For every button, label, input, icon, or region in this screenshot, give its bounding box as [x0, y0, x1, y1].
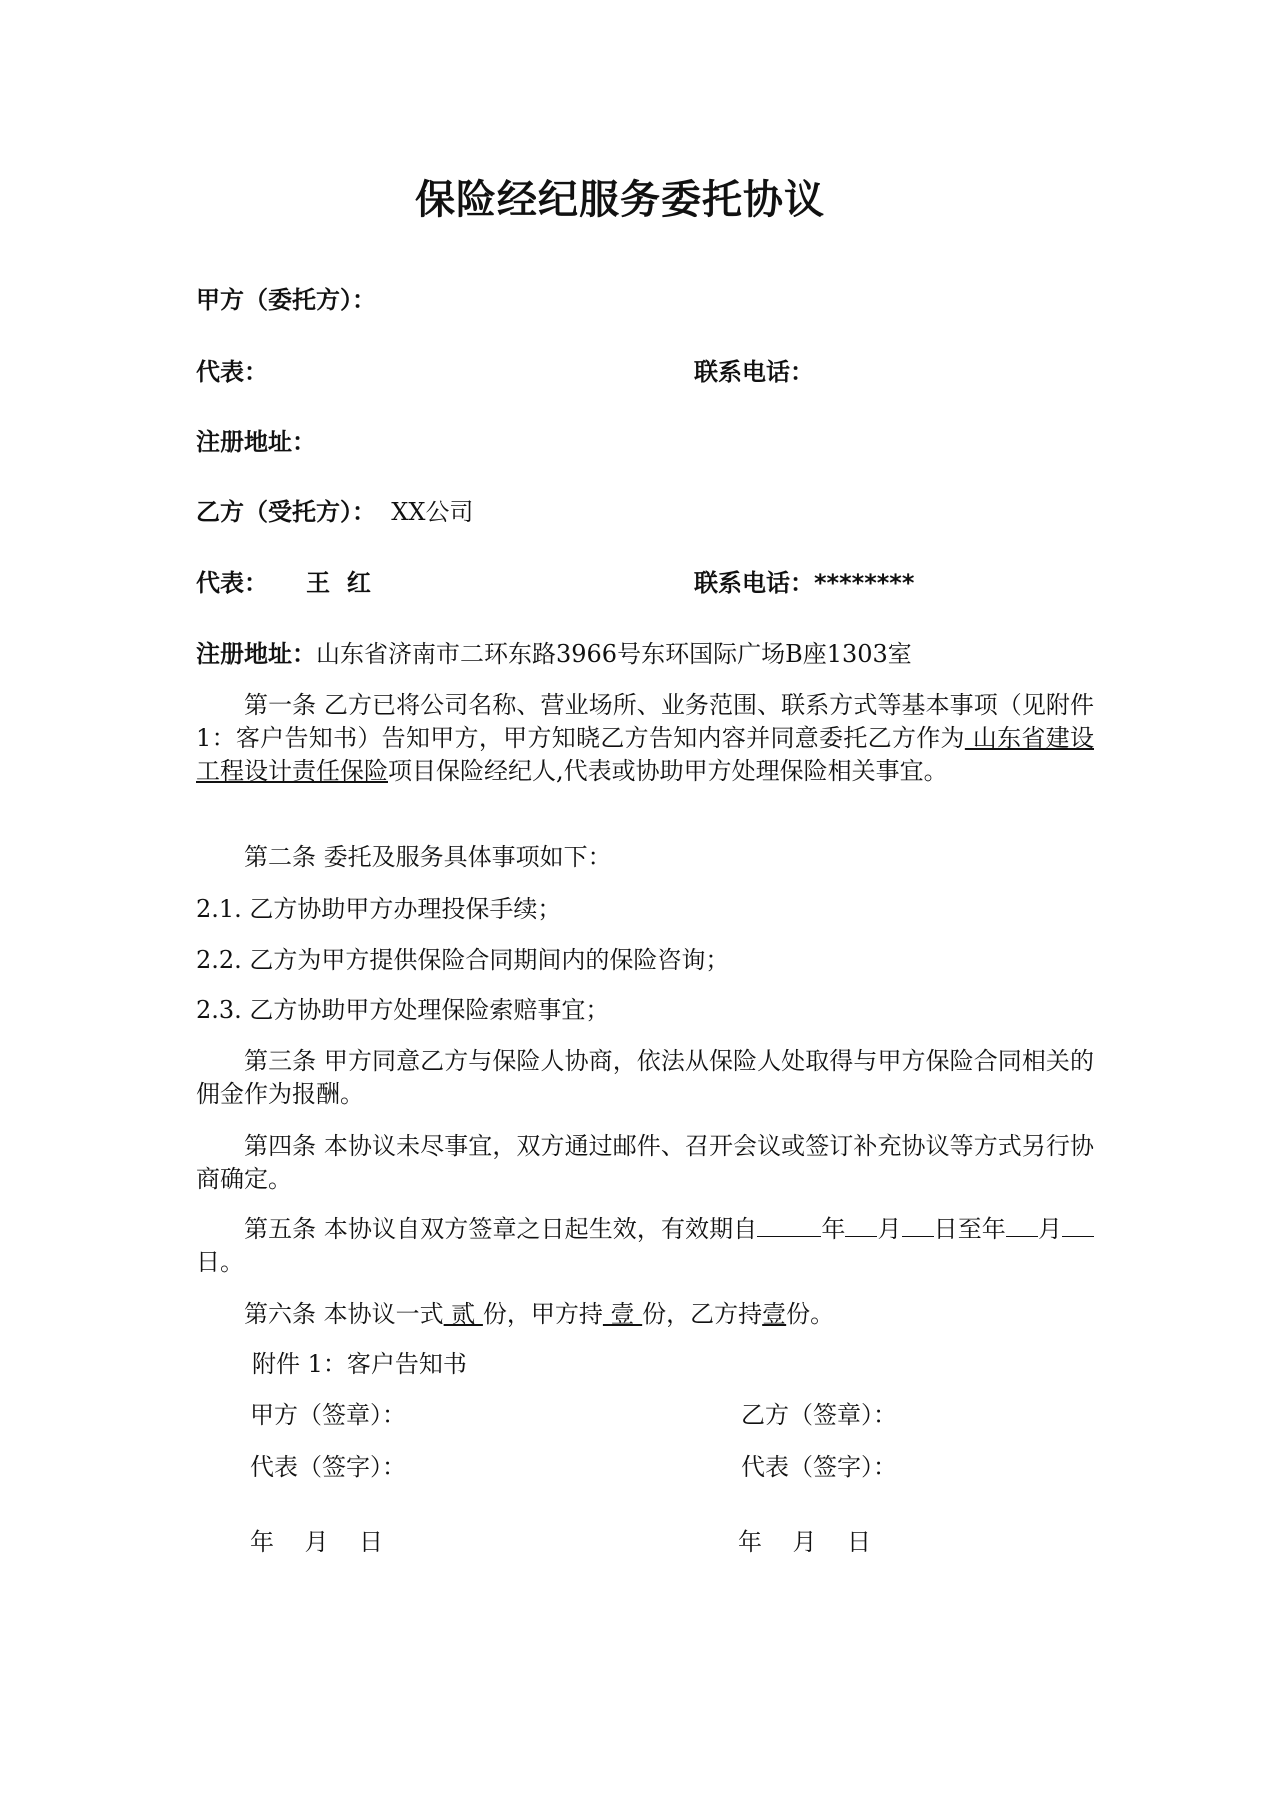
party-b-address-line [196, 637, 912, 671]
party-a-signature: 代表（签字）： [250, 1453, 406, 1481]
month-label: 月 [877, 1215, 902, 1243]
article-1-text: 第一条 乙方已将公司名称、营业场所、业务范围、联系方式等基本事项（见附件 1：客户告知书）告知甲方，甲方知晓乙方告知内容并同意委托乙方作为 [196, 691, 1094, 752]
article-4: 第四条 本协议未尽事宜，双方通过邮件、召开会议或签订补充协议等方式另行协商确定。 [196, 1132, 1094, 1193]
party-b-address-label: 注册地址： [196, 640, 316, 668]
attachment-label: 附件 1：客户告知书 [252, 1350, 467, 1378]
month-label: 月 [1037, 1215, 1063, 1243]
copies-party-b: 壹 [762, 1300, 787, 1328]
year-label: 年 [821, 1215, 846, 1243]
party-b-rep: 王 红 [306, 569, 371, 597]
day-label: 日。 [196, 1248, 244, 1276]
article-6-text: 份，甲方持 [482, 1300, 603, 1328]
document-title: 保险经纪服务委托协议 [415, 177, 825, 223]
article-5-text: 第五条 本协议自双方签章之日起生效，有效期自 [244, 1215, 758, 1243]
party-b-label: 乙方（受托方）： [196, 498, 376, 526]
blank-field [902, 1212, 934, 1237]
item-2-2: 2.2. 乙方为甲方提供保险合同期间内的保险咨询； [196, 946, 730, 974]
party-a-phone-label: 联系电话： [694, 358, 814, 386]
article-1-project: 山东省建设工程设计责任保险 [196, 724, 1094, 785]
party-b-line [196, 495, 473, 529]
item-2-1: 2.1. 乙方协助甲方办理投保手续； [196, 895, 562, 923]
party-a-date: 年 月 日 [250, 1528, 384, 1556]
party-b-phone: ******** [814, 569, 915, 597]
article-6-text: 份。 [786, 1300, 835, 1328]
party-b-date: 年 月 日 [738, 1528, 872, 1556]
party-a-rep-label: 代表： [196, 358, 268, 386]
party-a-seal: 甲方（签章）： [250, 1401, 406, 1429]
party-b-seal: 乙方（签章）： [741, 1401, 897, 1429]
party-a-address-label: 注册地址： [196, 428, 316, 456]
party-a-label: 甲方（委托方）： [196, 286, 376, 314]
blank-field [757, 1212, 821, 1237]
article-6 [196, 1298, 1094, 1331]
article-6-text: 第六条 本协议一式 [244, 1300, 444, 1328]
article-1 [196, 689, 1094, 788]
article-3: 第三条 甲方同意乙方与保险人协商，依法从保险人处取得与甲方保险合同相关的佣金作为报酬。 [196, 1047, 1094, 1108]
day-label: 日至 [933, 1215, 982, 1243]
item-2-3: 2.3. 乙方协助甲方处理保险索赔事宜； [196, 996, 610, 1024]
article-5 [196, 1212, 1094, 1279]
article-2: 第二条 委托及服务具体事项如下： [244, 843, 612, 871]
party-b-rep-label: 代表： [196, 569, 268, 597]
blank-field [845, 1212, 877, 1237]
party-b-phone-label: 联系电话： [694, 569, 814, 597]
party-b-phone-line [694, 566, 914, 600]
blank-field [1062, 1212, 1094, 1237]
blank-field [1006, 1212, 1038, 1237]
year-label: 年 [981, 1215, 1006, 1243]
article-1-text-end: 项目保险经纪人,代表或协助甲方处理保险相关事宜。 [388, 757, 948, 785]
party-b-rep-line [196, 566, 371, 600]
copies-total: 贰 [443, 1300, 483, 1328]
copies-party-a: 壹 [602, 1300, 643, 1328]
party-b-signature: 代表（签字）： [741, 1453, 897, 1481]
article-6-text: 份，乙方持 [642, 1300, 763, 1328]
party-b-name: XX公司 [391, 498, 474, 526]
party-b-address: 山东省济南市二环东路3966号东环国际广场B座1303室 [316, 640, 912, 668]
